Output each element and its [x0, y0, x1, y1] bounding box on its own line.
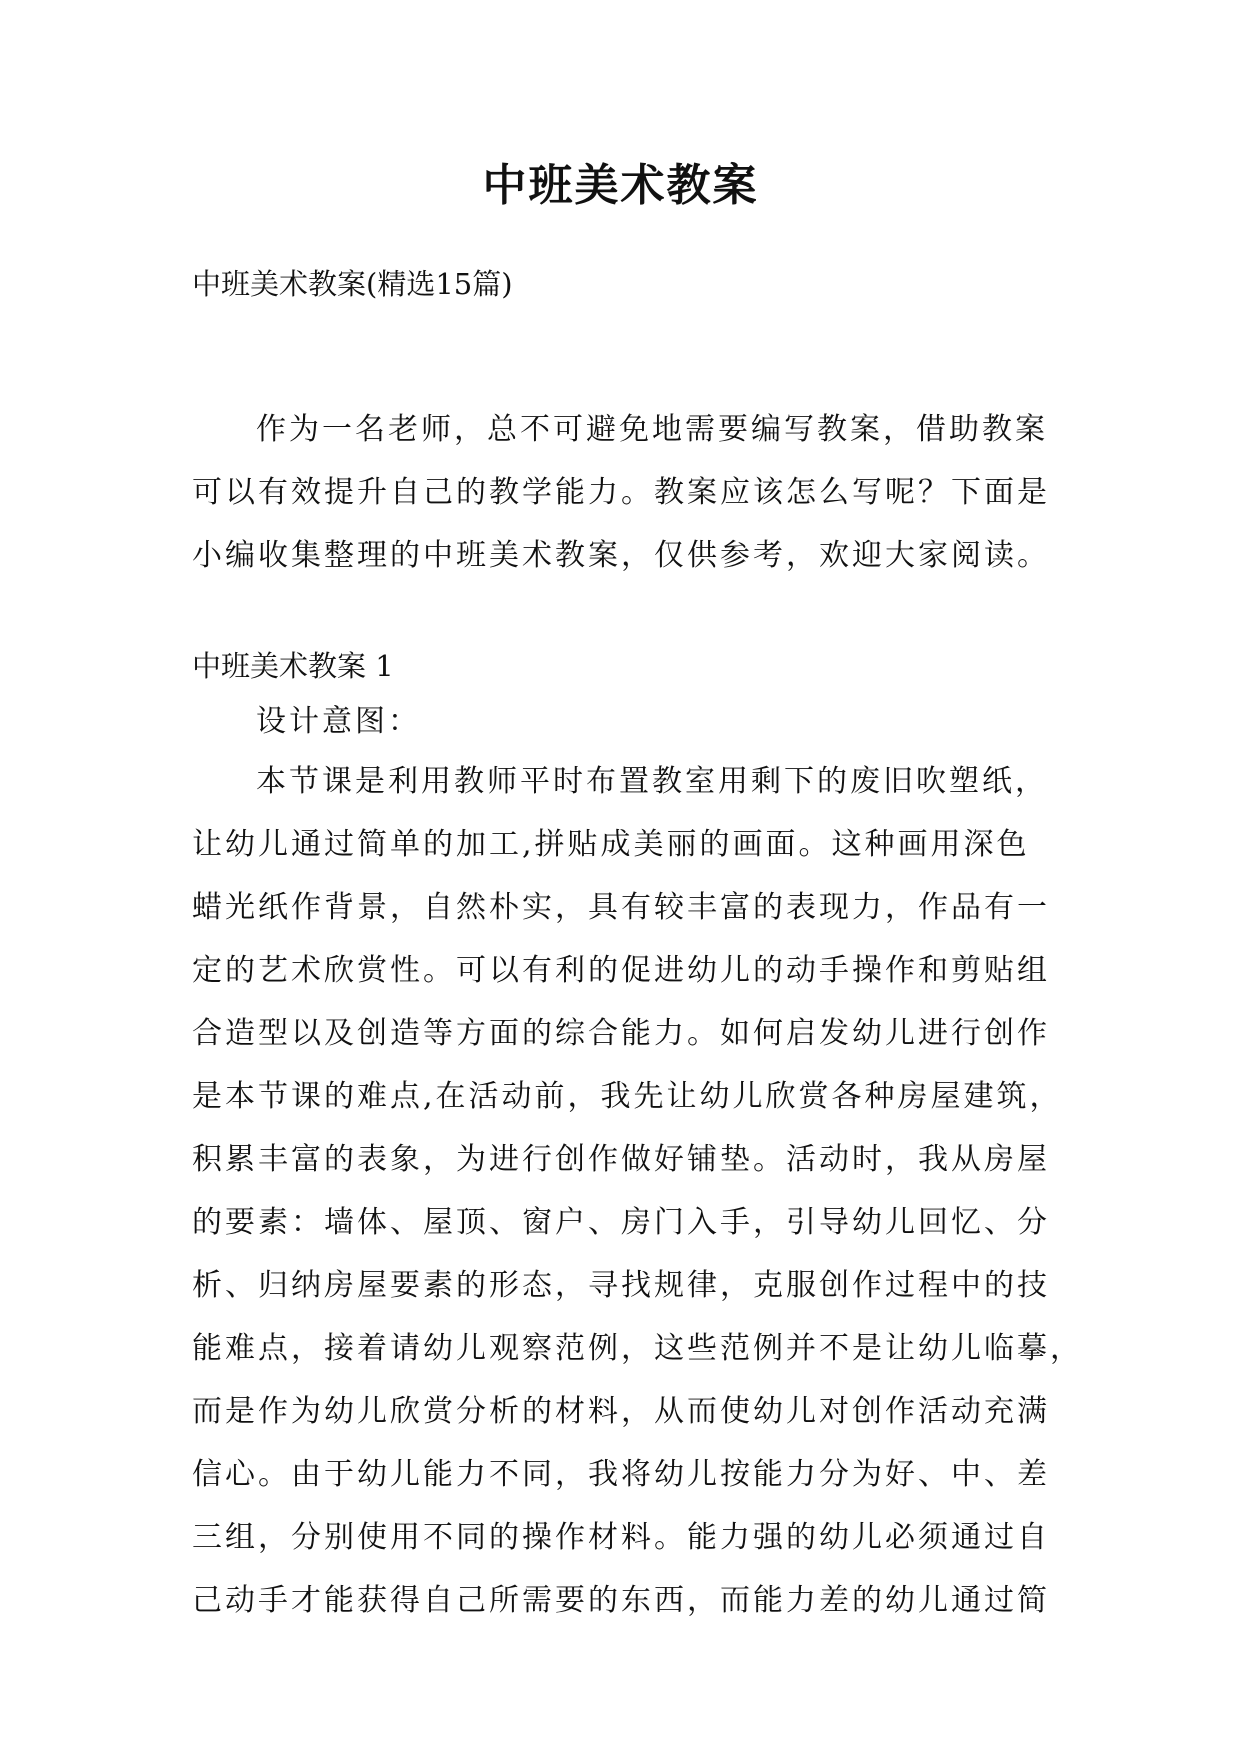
- body-line: 蜡光纸作背景，自然朴实，具有较丰富的表现力，作品有一: [192, 890, 1050, 925]
- body-line: 合造型以及创造等方面的综合能力。如何启发幼儿进行创作: [192, 1016, 1050, 1051]
- body-line: 定的艺术欣赏性。可以有利的促进幼儿的动手操作和剪贴组: [192, 953, 1050, 988]
- body-line: 信心。由于幼儿能力不同，我将幼儿按能力分为好、中、差: [192, 1457, 1050, 1492]
- intro-line: 小编收集整理的中班美术教案，仅供参考，欢迎大家阅读。: [192, 538, 1050, 573]
- body-line: 能难点，接着请幼儿观察范例，这些范例并不是让幼儿临摹，: [192, 1331, 1083, 1366]
- document-title: 中班美术教案: [482, 160, 759, 211]
- body-line: 是本节课的难点,在活动前，我先让幼儿欣赏各种房屋建筑，: [192, 1079, 1063, 1114]
- body-line: 三组，分别使用不同的操作材料。能力强的幼儿必须通过自: [192, 1520, 1050, 1555]
- body-line: 本节课是利用教师平时布置教室用剩下的废旧吹塑纸，: [256, 764, 1048, 799]
- intro-line: 可以有效提升自己的教学能力。教案应该怎么写呢？下面是: [192, 475, 1050, 510]
- body-line: 的要素：墙体、屋顶、窗户、房门入手，引导幼儿回忆、分: [192, 1205, 1050, 1240]
- intro-paragraph: [192, 408, 1072, 597]
- body-line: 而是作为幼儿欣赏分析的材料，从而使幼儿对创作活动充满: [192, 1394, 1050, 1429]
- intro-line: 作为一名老师，总不可避免地需要编写教案，借助教案: [256, 412, 1048, 447]
- body-line: 让幼儿通过简单的加工,拼贴成美丽的画面。这种画用深色: [192, 827, 1030, 862]
- body-line: 己动手才能获得自己所需要的东西，而能力差的幼儿通过简: [192, 1583, 1050, 1618]
- body-line: 析、归纳房屋要素的形态，寻找规律，克服创作过程中的技: [192, 1268, 1050, 1303]
- document-subtitle: 中班美术教案(精选15篇): [192, 267, 513, 301]
- body-line: 积累丰富的表象，为进行创作做好铺垫。活动时，我从房屋: [192, 1142, 1050, 1177]
- body-paragraph: [192, 760, 1083, 1642]
- design-intent-label: 设计意图：: [256, 704, 421, 739]
- section-title: 中班美术教案 1: [192, 649, 394, 683]
